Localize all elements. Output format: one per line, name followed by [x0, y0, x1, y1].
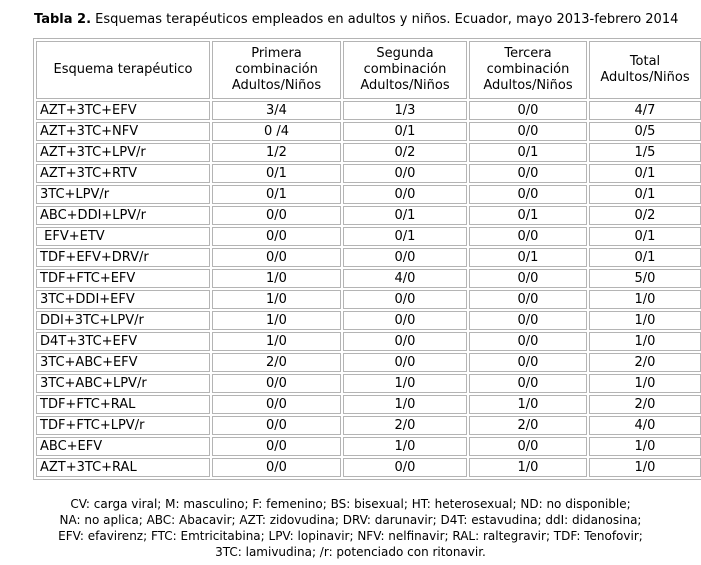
value-cell: 0/0: [469, 437, 587, 456]
table-row: [36, 206, 701, 225]
value-cell: 0/0: [343, 332, 467, 351]
table-row: [36, 164, 701, 183]
value-cell: 0/0: [212, 395, 341, 414]
scheme-cell: 3TC+DDI+EFV: [36, 290, 210, 309]
table-caption-label: Tabla 2.: [34, 12, 92, 27]
value-cell: 0/0: [343, 458, 467, 477]
value-cell: 0/0: [343, 185, 467, 204]
value-cell: 0/2: [343, 143, 467, 162]
value-cell: 2/0: [589, 353, 701, 372]
table-caption: [34, 12, 701, 28]
table-row: [36, 416, 701, 435]
value-cell: 0/0: [343, 311, 467, 330]
value-cell: 2/0: [212, 353, 341, 372]
value-cell: 1/0: [589, 458, 701, 477]
value-cell: 0/2: [589, 206, 701, 225]
value-cell: 1/0: [589, 437, 701, 456]
value-cell: 0 /4: [212, 122, 341, 141]
table-row: [36, 248, 701, 267]
table-row: [36, 311, 701, 330]
column-header-tercera-combinacion: Tercera combinación Adultos/Niños: [469, 41, 587, 99]
value-cell: 0/0: [469, 269, 587, 288]
value-cell: 0/1: [589, 248, 701, 267]
value-cell: 1/0: [589, 290, 701, 309]
value-cell: 4/7: [589, 101, 701, 120]
value-cell: 2/0: [469, 416, 587, 435]
scheme-cell: AZT+3TC+LPV/r: [36, 143, 210, 162]
scheme-cell: AZT+3TC+RAL: [36, 458, 210, 477]
value-cell: 0/0: [343, 290, 467, 309]
value-cell: 0/1: [469, 143, 587, 162]
value-cell: 3/4: [212, 101, 341, 120]
value-cell: 5/0: [589, 269, 701, 288]
value-cell: 4/0: [589, 416, 701, 435]
value-cell: 4/0: [343, 269, 467, 288]
table-row: [36, 101, 701, 120]
value-cell: 0/0: [212, 206, 341, 225]
value-cell: 2/0: [343, 416, 467, 435]
table-row: [36, 458, 701, 477]
column-header-esquema-terapeutico: Esquema terapéutico: [36, 41, 210, 99]
table-row: [36, 374, 701, 393]
value-cell: 0/0: [469, 122, 587, 141]
value-cell: 1/0: [212, 332, 341, 351]
value-cell: 0/1: [343, 227, 467, 246]
value-cell: 1/0: [589, 374, 701, 393]
table-row: [36, 269, 701, 288]
scheme-cell: D4T+3TC+EFV: [36, 332, 210, 351]
footnote-line: CV: carga viral; M: masculino; F: femenino; BS: bisexual; HT: heterosexual; ND: no disponible;: [70, 497, 631, 511]
scheme-cell: EFV+ETV: [36, 227, 210, 246]
value-cell: 0/1: [589, 227, 701, 246]
value-cell: 0/0: [212, 227, 341, 246]
value-cell: 0/0: [469, 227, 587, 246]
scheme-cell: AZT+3TC+NFV: [36, 122, 210, 141]
footnote-line: EFV: efavirenz; FTC: Emtricitabina; LPV: lopinavir; NFV: nelfinavir; RAL: raltegravir; TDF: Tenofovir;: [58, 529, 643, 543]
footnote-line: NA: no aplica; ABC: Abacavir; AZT: zidovudina; DRV: darunavir; D4T: estavudina; ddI: didanosina;: [59, 513, 642, 527]
table-row: [36, 437, 701, 456]
table-body: [36, 101, 701, 477]
column-header-primera-combinacion: Primera combinación Adultos/Niños: [212, 41, 341, 99]
scheme-cell: TDF+EFV+DRV/r: [36, 248, 210, 267]
value-cell: 1/0: [589, 311, 701, 330]
value-cell: 0/0: [212, 248, 341, 267]
value-cell: 1/0: [469, 395, 587, 414]
scheme-cell: TDF+FTC+LPV/r: [36, 416, 210, 435]
table-row: [36, 353, 701, 372]
value-cell: 0/0: [469, 290, 587, 309]
footnote: [0, 496, 701, 560]
value-cell: 1/5: [589, 143, 701, 162]
scheme-cell: ABC+EFV: [36, 437, 210, 456]
scheme-cell: 3TC+LPV/r: [36, 185, 210, 204]
scheme-cell: TDF+FTC+RAL: [36, 395, 210, 414]
value-cell: 1/0: [589, 332, 701, 351]
value-cell: 0/0: [469, 374, 587, 393]
scheme-cell: ABC+DDI+LPV/r: [36, 206, 210, 225]
value-cell: 0/0: [469, 311, 587, 330]
value-cell: 0/0: [212, 458, 341, 477]
scheme-cell: AZT+3TC+RTV: [36, 164, 210, 183]
value-cell: 0/1: [212, 185, 341, 204]
value-cell: 1/0: [212, 269, 341, 288]
value-cell: 0/1: [469, 248, 587, 267]
scheme-cell: AZT+3TC+EFV: [36, 101, 210, 120]
header-row: [36, 41, 701, 99]
value-cell: 0/1: [589, 185, 701, 204]
column-header-segunda-combinacion: Segunda combinación Adultos/Niños: [343, 41, 467, 99]
value-cell: 0/1: [343, 206, 467, 225]
table-row: [36, 290, 701, 309]
value-cell: 0/0: [212, 416, 341, 435]
scheme-cell: DDI+3TC+LPV/r: [36, 311, 210, 330]
value-cell: 1/0: [343, 395, 467, 414]
scheme-cell: TDF+FTC+EFV: [36, 269, 210, 288]
value-cell: 0/1: [343, 122, 467, 141]
table-row: [36, 395, 701, 414]
value-cell: 1/0: [212, 311, 341, 330]
value-cell: 1/0: [343, 374, 467, 393]
value-cell: 0/1: [212, 164, 341, 183]
value-cell: 0/0: [469, 353, 587, 372]
value-cell: 0/1: [469, 206, 587, 225]
value-cell: 0/0: [212, 437, 341, 456]
value-cell: 0/0: [469, 164, 587, 183]
table-row: [36, 185, 701, 204]
footnote-line: 3TC: lamivudina; /r: potenciado con ritonavir.: [215, 545, 486, 559]
value-cell: 0/0: [343, 164, 467, 183]
value-cell: 0/1: [589, 164, 701, 183]
table-row: [36, 227, 701, 246]
table-row: [36, 122, 701, 141]
table-row: [36, 143, 701, 162]
value-cell: 1/0: [212, 290, 341, 309]
value-cell: 1/2: [212, 143, 341, 162]
value-cell: 0/0: [343, 353, 467, 372]
scheme-cell: 3TC+ABC+EFV: [36, 353, 210, 372]
value-cell: 0/0: [469, 185, 587, 204]
column-header-total: Total Adultos/Niños: [589, 41, 701, 99]
value-cell: 1/0: [343, 437, 467, 456]
value-cell: 0/0: [469, 332, 587, 351]
value-cell: 0/0: [469, 101, 587, 120]
value-cell: 0/0: [343, 248, 467, 267]
table-caption-text: Esquemas terapéuticos empleados en adultos y niños. Ecuador, mayo 2013-febrero 2014: [95, 12, 679, 27]
table-row: [36, 332, 701, 351]
value-cell: 0/5: [589, 122, 701, 141]
value-cell: 0/0: [212, 374, 341, 393]
scheme-cell: 3TC+ABC+LPV/r: [36, 374, 210, 393]
therapeutic-schemes-table: [33, 38, 701, 480]
value-cell: 2/0: [589, 395, 701, 414]
value-cell: 1/3: [343, 101, 467, 120]
value-cell: 1/0: [469, 458, 587, 477]
